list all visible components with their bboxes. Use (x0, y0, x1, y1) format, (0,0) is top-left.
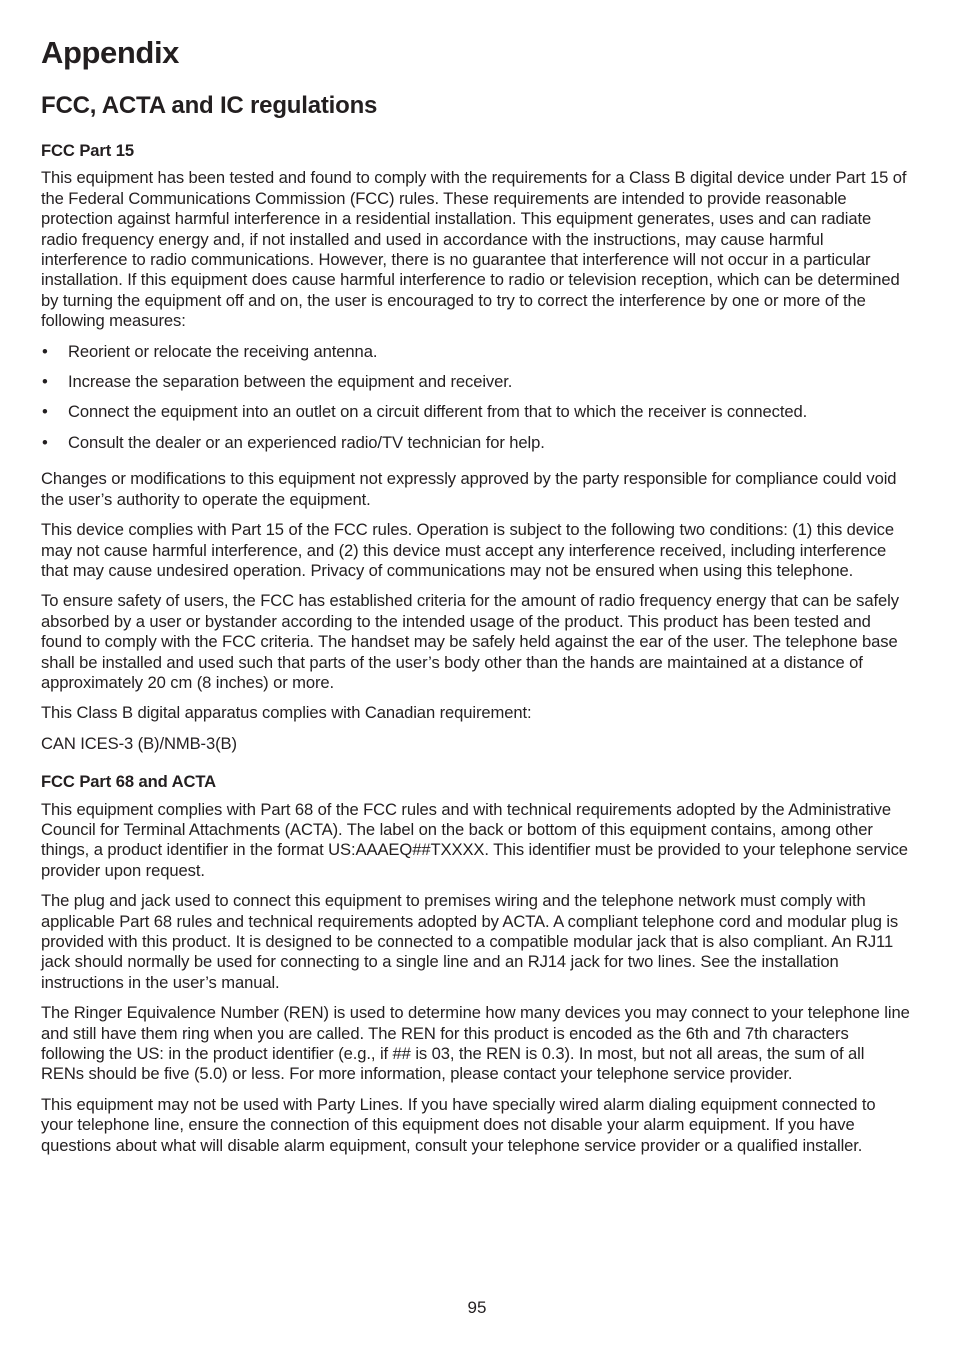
list-item (41, 433, 911, 453)
paragraph-plug-jack: The plug and jack used to connect this equipment to premises wiring and the telephone network must comply with applicable Part 68 rules and technical requirements adopted by ACTA. A compliant telephone cord and modular plug is provided with this product. It is designed to be connected to a compatible modular jack that is also compliant. An RJ11 jack should normally be used for connecting to a single line and an RJ14 jack for two lines. See the installation instructions in the user’s manual. (41, 891, 899, 992)
list-item (41, 342, 911, 362)
list-item (41, 402, 911, 422)
paragraph-can-ices: CAN ICES-3 (B)/NMB-3(B) (41, 733, 237, 753)
paragraph-conditions: This device complies with Part 15 of the FCC rules. Operation is subject to the following two conditions: (1) this device may not cause harmful interference, and (2) this device must accept any interference received, including interference that may cause undesired operation. Privacy of communications may not be ensured when using this telephone. (41, 520, 895, 580)
paragraph-compliance: This equipment complies with Part 68 of the FCC rules and with technical requirements adopted by the Administrative Council for Terminal Attachments (ACTA). The label on the back or bottom of this equipment contains, among other things, a product identifier in the format US:AAAEQ##TXXXX. This identifier must be provided to your telephone service provider upon request. (41, 799, 908, 880)
paragraph-changes: Changes or modifications to this equipment not expressly approved by the party responsible for compliance could void the user’s authority to operate the equipment. (41, 469, 897, 509)
bullet-icon: • (42, 402, 48, 422)
document-body (41, 141, 911, 1166)
paragraph-part15-intro: This equipment has been tested and found to comply with the requirements for a Class B digital device under Part 15 of the Federal Communications Commission (FCC) rules. These requirements are intended to provide reasonable protection against harmful interference in a residential installation. This equipment generates, uses and can radiate radio frequency energy and, if not installed and used in accordance with the instructions, may cause harmful interference to radio communications. However, there is no guarantee that interference will not occur in a particular installation. If this equipment does cause harmful interference to radio or television reception, which can be determined by turning the equipment off and on, the user is encouraged to try to correct the interference by one or more of the following measures: (41, 168, 907, 331)
list-item-text: Connect the equipment into an outlet on a circuit different from that to which the receiver is connected. (68, 402, 808, 422)
list-item-text: Increase the separation between the equipment and receiver. (68, 372, 513, 392)
page-number: 95 (467, 1298, 487, 1317)
measures-list (41, 342, 911, 454)
paragraph-party-lines: This equipment may not be used with Party Lines. If you have specially wired alarm dialing equipment connected to your telephone line, ensure the connection of this equipment does not disable your alarm equipment. If you have questions about what will disable alarm equipment, consult your telephone service provider or a qualified installer. (41, 1094, 876, 1155)
bullet-icon: • (42, 432, 48, 452)
section-title: FCC, ACTA and IC regulations (41, 92, 378, 119)
list-item-text: Reorient or relocate the receiving antenna. (68, 341, 378, 361)
bullet-icon: • (42, 372, 48, 392)
paragraph-canadian: This Class B digital apparatus complies with Canadian requirement: (41, 703, 532, 723)
paragraph-safety: To ensure safety of users, the FCC has established criteria for the amount of radio frequency energy that can be safely absorbed by a user or bystander according to the intended usage of the product. This product has been tested and found to comply with the FCC criteria. The handset may be safely held against the ear of the user. The telephone base shall be installed and used such that parts of the user’s body other than the hands are maintained at a distance of approximately 20 cm (8 inches) or more. (41, 591, 899, 692)
page-heading: Appendix (41, 35, 180, 70)
subsection-title-part15: FCC Part 15 (41, 141, 134, 160)
list-item (41, 372, 911, 392)
subsection-title-part68: FCC Part 68 and ACTA (41, 772, 217, 792)
bullet-icon: • (42, 341, 48, 361)
list-item-text: Consult the dealer or an experienced radio/TV technician for help. (68, 432, 545, 452)
paragraph-ren: The Ringer Equivalence Number (REN) is used to determine how many devices you may connect to your telephone line and still have them ring when you are called. The REN for this product is encoded as the 6th and 7th characters following the US: in the product identifier (e.g., if ## is 03, the REN is 0.3). In most, but not all areas, the sum of all RENs should be five (5.0) or less. For more information, please contact your telephone service provider. (41, 1003, 910, 1084)
